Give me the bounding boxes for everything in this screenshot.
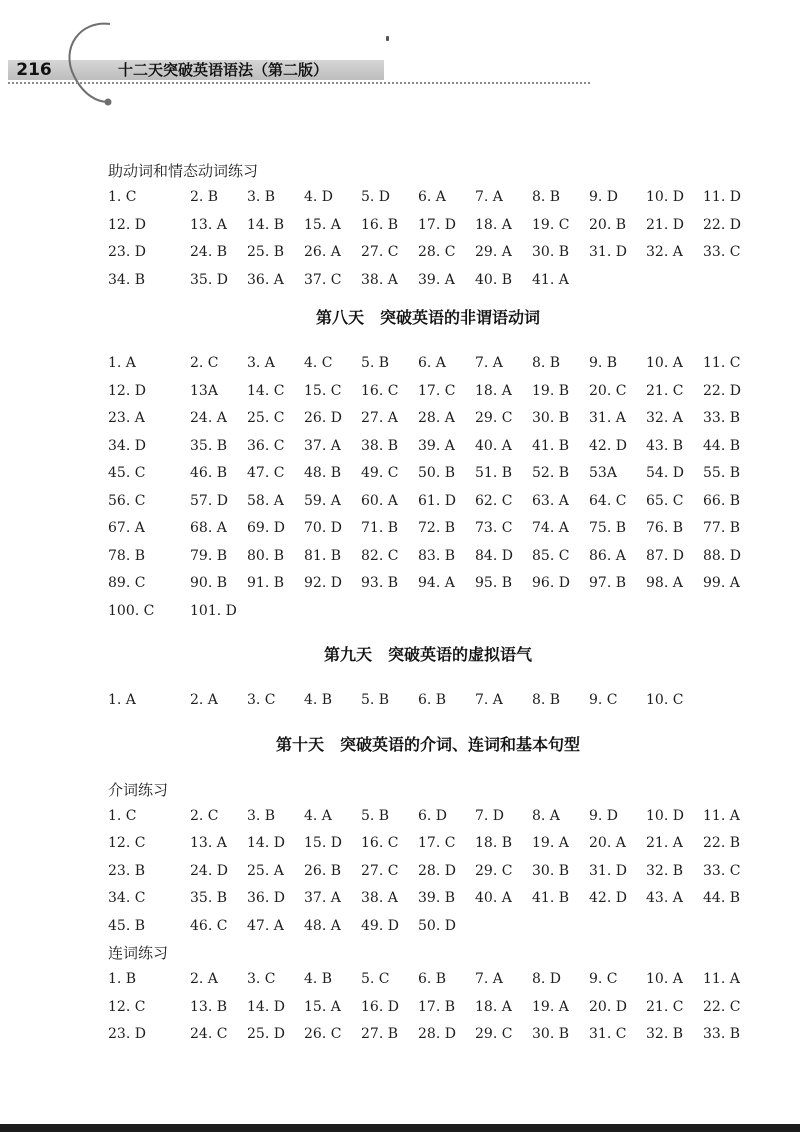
answer-item: 48. B (304, 465, 342, 481)
answer-item: 5. B (361, 807, 390, 824)
answer-item: 3. A (247, 355, 275, 371)
answer-item: 2. C (190, 355, 219, 371)
answer-item: 38. A (361, 890, 398, 906)
answer-item: 18. A (475, 216, 512, 233)
answer-item: 41. A (532, 271, 569, 288)
answer-item: 30. B (532, 862, 570, 879)
page-number: 216 (16, 60, 52, 80)
answer-grid (108, 350, 748, 625)
answer-item: 19. A (532, 998, 569, 1015)
answer-item: 34. D (108, 437, 146, 454)
answer-item: 41. B (532, 890, 570, 906)
answer-item: 36. C (247, 437, 285, 454)
answer-item: 27. C (361, 862, 399, 879)
answer-item: 40. B (475, 271, 513, 288)
answer-item: 44. B (703, 890, 741, 906)
answer-item: 74. A (532, 520, 569, 536)
answer-item: 41. B (532, 437, 570, 454)
answer-item: 42. D (589, 890, 627, 906)
answer-item: 49. C (361, 465, 399, 481)
answer-item: 60. A (361, 492, 398, 509)
answer-item: 15. A (304, 216, 341, 233)
answer-item: 82. C (361, 547, 399, 564)
answer-item: 11. D (703, 189, 741, 205)
answer-item: 25. B (247, 244, 285, 260)
answer-item: 16. B (361, 216, 399, 233)
answer-item: 33. C (703, 862, 741, 879)
answer-item: 3. B (247, 189, 276, 205)
answer-item: 18. B (475, 835, 513, 851)
answer-item: 6. B (418, 692, 447, 708)
answer-item: 39. A (418, 271, 455, 288)
answer-item: 89. C (108, 575, 146, 591)
answer-item: 30. B (532, 244, 570, 260)
answer-item: 7. A (475, 189, 503, 205)
answer-item: 19. B (532, 382, 570, 399)
answer-item: 72. B (418, 520, 456, 536)
answer-item: 12. C (108, 835, 146, 851)
answer-item: 43. B (646, 437, 684, 454)
answer-item: 38. B (361, 437, 399, 454)
answer-item: 67. A (108, 520, 145, 536)
answer-item: 86. A (589, 547, 626, 564)
header-dotted-rule (8, 82, 590, 84)
answer-item: 73. C (475, 520, 513, 536)
chapter-heading: 第十天 突破英语的介词、连词和基本句型 (275, 734, 580, 754)
answer-item: 2. B (190, 189, 219, 205)
answer-item: 61. D (418, 492, 456, 509)
answer-item: 70. D (304, 520, 342, 536)
answer-item: 35. B (190, 437, 228, 454)
answer-item: 78. B (108, 547, 146, 564)
answer-item: 29. C (475, 1026, 513, 1042)
answer-item: 31. A (589, 410, 626, 426)
answer-item: 50. D (418, 917, 456, 934)
answer-item: 13. A (190, 835, 227, 851)
answer-item: 23. B (108, 862, 146, 879)
answer-key-content (108, 158, 748, 1049)
answer-item: 13A (190, 382, 218, 399)
answer-item: 22. D (703, 382, 741, 399)
page-header (0, 0, 800, 120)
answer-item: 29. C (475, 862, 513, 879)
answer-item: 55. B (703, 465, 741, 481)
answer-item: 65. C (646, 492, 684, 509)
answer-item: 56. C (108, 492, 146, 509)
answer-item: 79. B (190, 547, 228, 564)
answer-item: 33. B (703, 410, 741, 426)
answer-item: 10. A (646, 971, 683, 987)
answer-item: 75. B (589, 520, 627, 536)
answer-item: 52. B (532, 465, 570, 481)
answer-item: 29. A (475, 244, 512, 260)
answer-item: 36. D (247, 890, 285, 906)
answer-item: 24. A (190, 410, 227, 426)
answer-item: 3. B (247, 807, 276, 824)
answer-item: 21. C (646, 382, 684, 399)
answer-item: 18. A (475, 382, 512, 399)
answer-item: 29. C (475, 410, 513, 426)
answer-item: 14. D (247, 998, 285, 1015)
answer-item: 12. C (108, 998, 146, 1015)
answer-item: 100. C (108, 602, 155, 619)
answer-item: 32. A (646, 410, 683, 426)
answer-item: 48. A (304, 917, 341, 934)
answer-item: 62. C (475, 492, 513, 509)
answer-item: 11. A (703, 971, 740, 987)
answer-item: 53A (589, 465, 617, 481)
answer-item: 98. A (646, 575, 683, 591)
answer-item: 5. C (361, 971, 390, 987)
decorative-arc-icon (52, 18, 122, 108)
answer-item: 54. D (646, 465, 684, 481)
answer-item: 22. C (703, 998, 741, 1015)
answer-item: 21. D (646, 216, 684, 233)
answer-item: 23. D (108, 1026, 146, 1042)
answer-item: 23. A (108, 410, 145, 426)
answer-item: 25. A (247, 862, 284, 879)
answer-item: 15. D (304, 835, 342, 851)
answer-item: 27. B (361, 1026, 399, 1042)
answer-item: 39. A (418, 437, 455, 454)
answer-item: 47. C (247, 465, 285, 481)
answer-item: 31. D (589, 862, 627, 879)
answer-item: 90. B (190, 575, 228, 591)
answer-item: 5. B (361, 355, 390, 371)
answer-item: 28. C (418, 244, 456, 260)
answer-item: 4. B (304, 692, 333, 708)
answer-item: 37. A (304, 890, 341, 906)
answer-item: 27. A (361, 410, 398, 426)
answer-item: 33. B (703, 1026, 741, 1042)
answer-item: 9. C (589, 692, 618, 708)
answer-item: 9. C (589, 971, 618, 987)
answer-item: 44. B (703, 437, 741, 454)
answer-item: 3. C (247, 971, 276, 987)
answer-item: 88. D (703, 547, 741, 564)
answer-grid (108, 966, 748, 1049)
answer-item: 94. A (418, 575, 455, 591)
answer-item: 15. A (304, 998, 341, 1015)
answer-item: 47. A (247, 917, 284, 934)
answer-item: 5. B (361, 692, 390, 708)
answer-item: 77. B (703, 520, 741, 536)
answer-item: 3. C (247, 692, 276, 708)
answer-item: 4. A (304, 807, 332, 824)
answer-item: 6. A (418, 355, 446, 371)
answer-item: 63. A (532, 492, 569, 509)
answer-item: 2. C (190, 807, 219, 824)
answer-item: 18. A (475, 998, 512, 1015)
answer-item: 6. D (418, 807, 448, 824)
answer-item: 19. C (532, 216, 570, 233)
answer-item: 7. A (475, 692, 503, 708)
chapter-heading: 第八天 突破英语的非谓语动词 (315, 308, 540, 327)
answer-item: 101. D (190, 602, 237, 619)
answer-item: 24. C (190, 1026, 228, 1042)
answer-item: 39. B (418, 890, 456, 906)
answer-item: 6. A (418, 189, 446, 205)
answer-item: 5. D (361, 189, 391, 205)
answer-item: 28. A (418, 410, 455, 426)
answer-item: 69. D (247, 520, 285, 536)
answer-item: 25. C (247, 410, 285, 426)
answer-item: 11. A (703, 807, 740, 824)
answer-item: 22. B (703, 835, 741, 851)
answer-item: 21. C (646, 998, 684, 1015)
answer-item: 45. B (108, 917, 146, 934)
answer-item: 87. D (646, 547, 684, 564)
exercise-heading: 介词练习 (108, 780, 169, 799)
answer-item: 30. B (532, 410, 570, 426)
answer-item: 4. B (304, 971, 333, 987)
answer-item: 10. C (646, 692, 684, 708)
answer-item: 83. B (418, 547, 456, 564)
answer-item: 7. A (475, 971, 503, 987)
answer-item: 4. D (304, 189, 334, 205)
answer-item: 17. D (418, 216, 456, 233)
answer-grid (108, 803, 748, 941)
answer-item: 20. B (589, 216, 627, 233)
answer-item: 22. D (703, 216, 741, 233)
answer-item: 16. C (361, 382, 399, 399)
answer-item: 16. D (361, 998, 399, 1015)
answer-item: 1. C (108, 189, 137, 205)
answer-item: 1. C (108, 807, 137, 824)
answer-item: 80. B (247, 547, 285, 564)
answer-item: 9. D (589, 189, 619, 205)
scan-mark (386, 36, 389, 41)
answer-item: 4. C (304, 355, 333, 371)
answer-item: 38. A (361, 271, 398, 288)
answer-item: 45. C (108, 465, 146, 481)
answer-grid (108, 687, 748, 715)
answer-item: 37. A (304, 437, 341, 454)
answer-item: 8. B (532, 355, 561, 371)
answer-item: 97. B (589, 575, 627, 591)
answer-item: 32. B (646, 862, 684, 879)
answer-item: 26. C (304, 1026, 342, 1042)
answer-item: 66. B (703, 492, 741, 509)
answer-item: 27. C (361, 244, 399, 260)
answer-item: 99. A (703, 575, 740, 591)
answer-item: 32. A (646, 244, 683, 260)
answer-item: 8. B (532, 692, 561, 708)
answer-item: 1. A (108, 355, 136, 371)
answer-item: 59. A (304, 492, 341, 509)
answer-item: 49. D (361, 917, 399, 934)
answer-item: 16. C (361, 835, 399, 851)
answer-item: 58. A (247, 492, 284, 509)
answer-item: 2. A (190, 692, 218, 708)
exercise-heading: 助动词和情态动词练习 (108, 162, 259, 180)
answer-item: 68. A (190, 520, 227, 536)
answer-item: 6. B (418, 971, 447, 987)
answer-item: 8. B (532, 189, 561, 205)
answer-item: 10. A (646, 355, 683, 371)
answer-item: 8. D (532, 971, 562, 987)
answer-item: 14. B (247, 216, 285, 233)
answer-item: 64. C (589, 492, 627, 509)
answer-item: 17. B (418, 998, 456, 1015)
answer-item: 46. C (190, 917, 228, 934)
answer-item: 23. D (108, 244, 146, 260)
answer-item: 34. C (108, 890, 146, 906)
chapter-heading: 第九天 突破英语的虚拟语气 (323, 645, 532, 664)
answer-item: 43. A (646, 890, 683, 906)
answer-item: 26. D (304, 410, 342, 426)
answer-item: 25. D (247, 1026, 285, 1042)
answer-item: 13. B (190, 998, 228, 1015)
answer-item: 31. D (589, 244, 627, 260)
answer-item: 26. A (304, 244, 341, 260)
answer-item: 95. B (475, 575, 513, 591)
answer-item: 8. A (532, 807, 560, 824)
answer-item: 84. D (475, 547, 513, 564)
answer-item: 24. B (190, 244, 228, 260)
answer-item: 71. B (361, 520, 399, 536)
answer-item: 96. D (532, 575, 570, 591)
answer-item: 40. A (475, 437, 512, 454)
answer-item: 7. D (475, 807, 505, 824)
answer-item: 14. D (247, 835, 285, 851)
answer-item: 30. B (532, 1026, 570, 1042)
page-bottom-edge (0, 1124, 800, 1132)
answer-item: 1. B (108, 971, 137, 987)
answer-item: 20. D (589, 998, 627, 1015)
answer-item: 10. D (646, 189, 684, 205)
answer-item: 85. C (532, 547, 570, 564)
answer-item: 37. C (304, 271, 342, 288)
answer-item: 46. B (190, 465, 228, 481)
answer-item: 17. C (418, 382, 456, 399)
answer-item: 31. C (589, 1026, 627, 1042)
answer-item: 13. A (190, 216, 227, 233)
answer-item: 51. B (475, 465, 513, 481)
answer-item: 33. C (703, 244, 741, 260)
answer-item: 12. D (108, 382, 146, 399)
answer-item: 91. B (247, 575, 285, 591)
answer-item: 15. C (304, 382, 342, 399)
answer-item: 76. B (646, 520, 684, 536)
answer-item: 14. C (247, 382, 285, 399)
answer-item: 35. B (190, 890, 228, 906)
answer-item: 93. B (361, 575, 399, 591)
answer-item: 24. D (190, 862, 228, 879)
answer-item: 9. D (589, 807, 619, 824)
answer-item: 35. D (190, 271, 228, 288)
answer-item: 28. D (418, 1026, 456, 1042)
answer-item: 28. D (418, 862, 456, 879)
answer-item: 57. D (190, 492, 228, 509)
answer-item: 9. B (589, 355, 618, 371)
answer-item: 26. B (304, 862, 342, 879)
answer-item: 21. A (646, 835, 683, 851)
answer-item: 40. A (475, 890, 512, 906)
answer-item: 12. D (108, 216, 146, 233)
answer-item: 1. A (108, 692, 136, 708)
answer-item: 17. C (418, 835, 456, 851)
answer-item: 50. B (418, 465, 456, 481)
answer-item: 19. A (532, 835, 569, 851)
answer-item: 32. B (646, 1026, 684, 1042)
answer-item: 20. A (589, 835, 626, 851)
answer-item: 42. D (589, 437, 627, 454)
answer-item: 20. C (589, 382, 627, 399)
exercise-heading: 连词练习 (108, 944, 169, 962)
answer-item: 36. A (247, 271, 284, 288)
answer-item: 92. D (304, 575, 342, 591)
answer-item: 81. B (304, 547, 342, 564)
answer-item: 7. A (475, 355, 503, 371)
book-title: 十二天突破英语语法（第二版） (118, 61, 329, 79)
answer-item: 11. C (703, 355, 741, 371)
answer-grid (108, 184, 748, 294)
answer-item: 34. B (108, 271, 146, 288)
answer-item: 2. A (190, 971, 218, 987)
answer-item: 10. D (646, 807, 684, 824)
